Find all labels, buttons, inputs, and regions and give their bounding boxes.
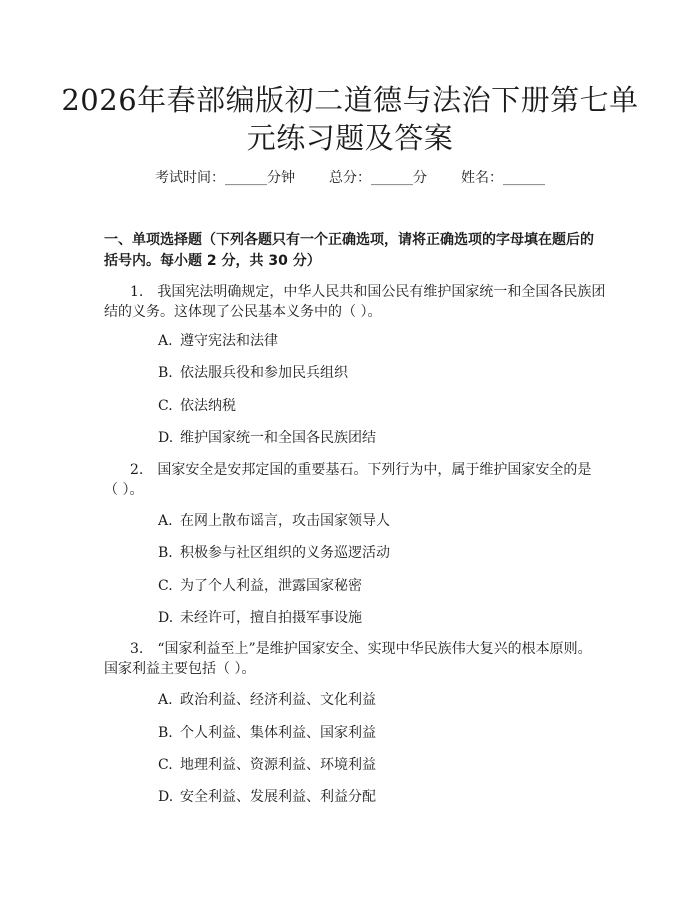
option-letter: A. [158, 692, 173, 708]
exam-meta [0, 168, 700, 188]
question-2-stem-line-2: （ ）。 [104, 482, 144, 498]
section-heading-line-2: 括号内。每小题 2 分，共 30 分） [104, 253, 321, 269]
option-letter: A. [158, 333, 173, 349]
question-1-option-a [158, 331, 278, 351]
option-letter: B. [158, 725, 173, 741]
option-text: 地理利益、资源利益、环境利益 [180, 757, 376, 773]
question-1-stem-line-2: 结的义务。这体现了公民基本义务中的（ ）。 [104, 304, 382, 320]
question-1-option-d [158, 428, 376, 448]
question-2-stem-line-1: 2. 国家安全是安邦定国的重要基石。下列行为中，属于维护国家安全的是 [130, 462, 592, 478]
question-3-stem-line-2: 国家利益主要包括（ ）。 [104, 661, 256, 677]
question-2-option-c [158, 576, 362, 596]
section-heading-line-1: 一、单项选择题（下列各题只有一个正确选项，请将正确选项的字母填在题后的 [104, 232, 594, 248]
question-2-option-d [158, 608, 362, 628]
option-text: 维护国家统一和全国各民族团结 [180, 430, 376, 446]
question-2-option-b [158, 543, 390, 563]
option-text: 政治利益、经济利益、文化利益 [180, 692, 376, 708]
option-text: 未经许可，擅自拍摄军事设施 [180, 610, 362, 626]
student-name-field: 姓名：______ [461, 170, 545, 186]
question-3-option-a [158, 690, 376, 710]
option-text: 安全利益、发展利益、利益分配 [180, 789, 376, 805]
option-letter: B. [158, 365, 173, 381]
question-1-stem-line-1: 1. 我国宪法明确规定，中华人民共和国公民有维护国家统一和全国各民族团 [130, 284, 606, 300]
option-letter: C. [158, 578, 173, 594]
question-3-option-d [158, 787, 376, 807]
question-2-option-a [158, 511, 390, 531]
option-text: 在网上散布谣言，攻击国家领导人 [180, 513, 390, 529]
option-letter: C. [158, 398, 173, 414]
option-text: 为了个人利益，泄露国家秘密 [180, 578, 362, 594]
option-letter: D. [158, 610, 174, 626]
question-1-option-c [158, 396, 236, 416]
option-letter: D. [158, 430, 174, 446]
option-letter: A. [158, 513, 173, 529]
option-letter: C. [158, 757, 173, 773]
page-title-line-1: 2026年春部编版初二道德与法治下册第七单 [61, 83, 639, 117]
page-title-line-2: 元练习题及答案 [246, 121, 454, 155]
option-letter: D. [158, 789, 174, 805]
exam-time-field: 考试时间：______分钟 [155, 170, 295, 186]
option-letter: B. [158, 545, 173, 561]
option-text: 遵守宪法和法律 [180, 333, 278, 349]
question-1-option-b [158, 363, 348, 383]
question-3-option-b [158, 723, 376, 743]
question-3-stem-line-1: 3. “国家利益至上”是维护国家安全、实现中华民族伟大复兴的根本原则。 [130, 641, 592, 657]
option-text: 依法纳税 [180, 398, 236, 414]
option-text: 依法服兵役和参加民兵组织 [180, 365, 348, 381]
total-score-field: 总分：______分 [329, 170, 427, 186]
option-text: 个人利益、集体利益、国家利益 [180, 725, 376, 741]
option-text: 积极参与社区组织的义务巡逻活动 [180, 545, 390, 561]
question-3-option-c [158, 755, 376, 775]
